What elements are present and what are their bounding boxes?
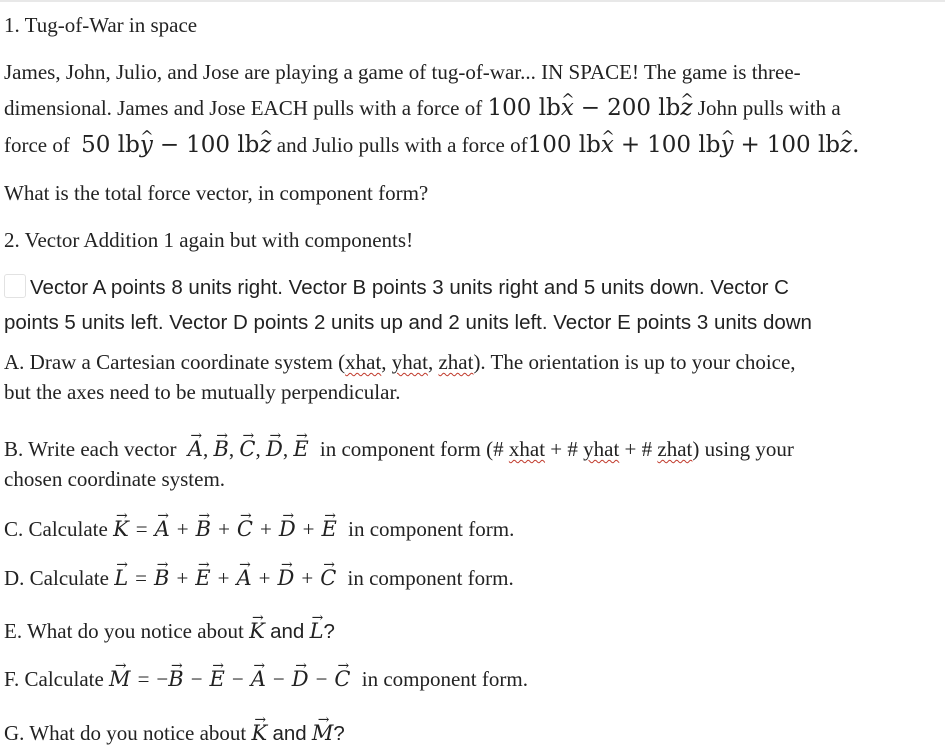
part-a-line-2: but the axes need to be mutually perpendicular. xyxy=(4,380,401,404)
q1-text: John pulls with a xyxy=(697,96,841,120)
part-c: C. Calculate → K =→ A +→ B +→ C +→ D +→ E in component form. xyxy=(4,516,514,542)
part-b-line-2: chosen coordinate system. xyxy=(4,467,226,491)
vector-list: → A, → B, → C, → D, → E xyxy=(188,437,309,461)
part-f: F. Calculate → M = −→ B −→ E −→ A −→ D −→ C in component form. xyxy=(4,666,528,692)
q1-para-line-3 xyxy=(4,132,859,158)
part-e: E. What do you notice about → K and → L? xyxy=(4,618,335,645)
force-james-jose: 100 lb^ x − 200 lb^ z xyxy=(488,95,693,121)
q1-text: dimensional. James and Jose EACH pulls with a force of xyxy=(4,96,483,120)
part-a-line-1: A. Draw a Cartesian coordinate system (xhat, yhat, zhat). The orientation is up to your choice, xyxy=(4,350,796,374)
force-julio: 100 lb^ x + 100 lb^ y + 100 lb^ z. xyxy=(528,132,860,158)
q2-desc-text: Vector A points 8 units right. Vector B points 3 units right and 5 units down. Vector C xyxy=(30,276,789,299)
image-placeholder-icon xyxy=(4,274,26,298)
part-g: G. What do you notice about → K and → M? xyxy=(4,720,345,747)
q2-desc-line-1 xyxy=(4,274,789,301)
q1-text: and Julio pulls with a force of xyxy=(276,133,528,157)
equation-k: → K =→ A +→ B +→ C +→ D +→ E xyxy=(113,517,337,541)
q2-title: 2. Vector Addition 1 again but with components! xyxy=(4,228,414,252)
q1-question: What is the total force vector, in component form? xyxy=(4,181,429,205)
force-john: 50 lb^ y − 100 lb^ z xyxy=(81,132,271,158)
equation-m: → M = −→ B −→ E −→ A −→ D −→ C xyxy=(109,667,350,691)
top-border xyxy=(0,0,945,2)
q1-title: 1. Tug-of-War in space xyxy=(4,13,198,37)
part-b-line-1: B. Write each vector → A, → B, → C, → D, → E in component form (# xhat + # yhat + # zhat) using your xyxy=(4,436,794,462)
q1-text: force of xyxy=(4,133,70,157)
q1-para-line-2 xyxy=(4,95,841,121)
equation-l: → L =→ B +→ E +→ A +→ D +→ C xyxy=(114,566,336,590)
part-d: D. Calculate → L =→ B +→ E +→ A +→ D +→ C in component form. xyxy=(4,565,514,591)
q2-desc-line-2: points 5 units left. Vector D points 2 units up and 2 units left. Vector E points 3 units down xyxy=(4,311,812,334)
q1-para-line-1: James, John, Julio, and Jose are playing a game of tug-of-war... IN SPACE! The game is three- xyxy=(4,60,801,84)
